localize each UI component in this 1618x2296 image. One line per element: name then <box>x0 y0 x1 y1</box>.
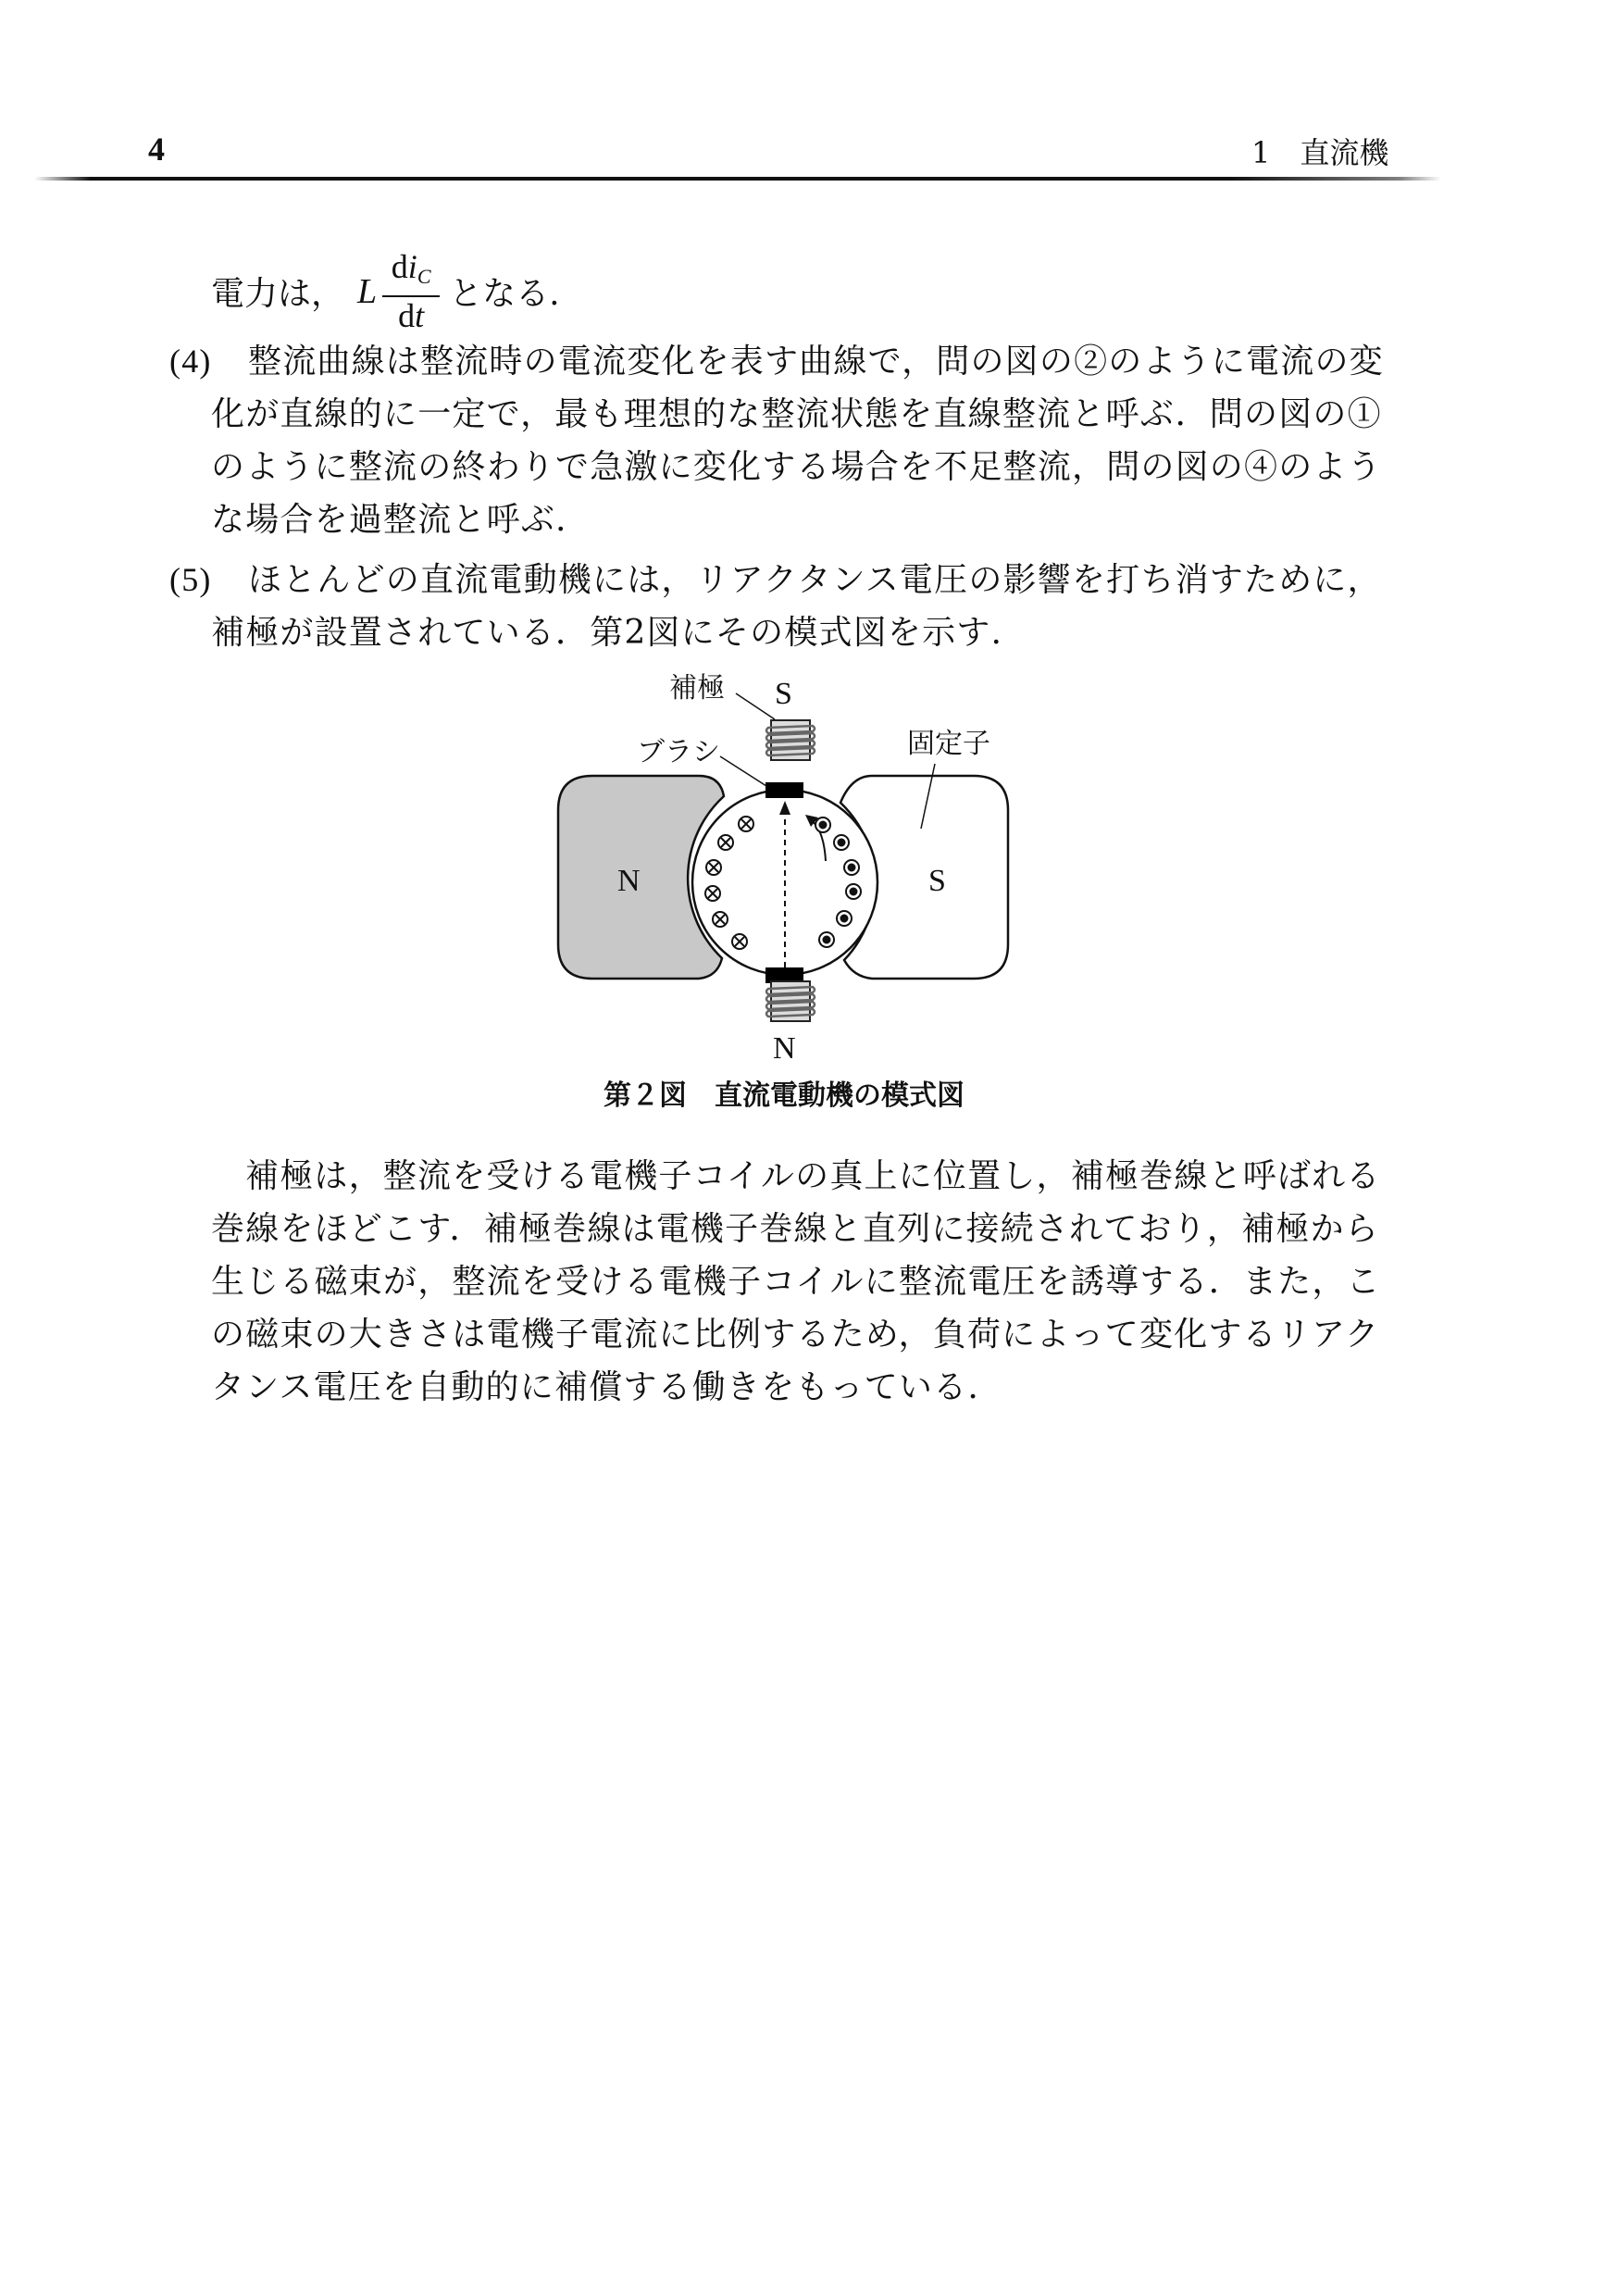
paragraph-line: 巻線をほどこす．補極巻線は電機子巻線と直列に接続されており，補極から <box>211 1210 1379 1248</box>
label-interpole-top-polarity: S <box>775 677 792 711</box>
fraction-numerator: $di_C$ <box>391 248 431 288</box>
label-brush: ブラシ <box>637 736 720 768</box>
conductor-cross-icon <box>732 934 747 949</box>
item-number: (4) <box>169 343 212 380</box>
conductor-dot-icon <box>844 860 859 875</box>
label-stator: 固定子 <box>907 728 990 760</box>
formula-prefix: 電力は， <box>211 275 345 313</box>
interpole-coil-bottom <box>766 981 815 1021</box>
conductor-cross-icon <box>706 860 721 875</box>
conductor-cross-icon <box>718 835 733 850</box>
interpole-coil-top <box>766 720 815 760</box>
leader-brush <box>720 756 766 786</box>
conductor-cross-icon <box>713 912 728 927</box>
figure-caption: 第２図 直流電動機の模式図 <box>604 1079 965 1112</box>
formula-line <box>211 248 560 334</box>
paragraph-line: の磁束の大きさは電機子電流に比例するため，負荷によって変化するリアク <box>211 1316 1380 1354</box>
chapter-title: 1 直流機 <box>1251 135 1389 170</box>
conductor-dot-icon <box>837 911 852 926</box>
label-main-pole-south: S <box>928 864 946 898</box>
conductor-dot-icon <box>846 884 861 899</box>
derivative-fraction <box>382 248 440 334</box>
conductor-cross-icon <box>705 886 720 901</box>
label-interpole: 補極 <box>669 672 725 705</box>
conductor-dot-icon <box>815 817 830 832</box>
conductor-dot-icon <box>819 932 834 947</box>
item-line: 整流曲線は整流時の電流変化を表す曲線で，問の図の②のように電流の変 <box>248 343 1384 381</box>
page-number: 4 <box>148 131 165 168</box>
item-line: ほとんどの直流電動機には，リアクタンス電圧の影響を打ち消すために， <box>248 561 1382 599</box>
item-number: (5) <box>169 561 212 598</box>
item-line: 化が直線的に一定で，最も理想的な整流状態を直線整流と呼ぶ．問の図の① <box>211 395 1382 433</box>
dc-motor-diagram <box>546 662 1027 1060</box>
paragraph-line: 生じる磁束が，整流を受ける電機子コイルに整流電圧を誘導する．また，こ <box>211 1263 1381 1301</box>
inductance-symbol: L <box>357 271 378 311</box>
item-line: な場合を過整流と呼ぶ. <box>211 501 567 539</box>
conductor-cross-icon <box>739 817 753 831</box>
item-line: のように整流の終わりで急激に変化する場合を不足整流，問の図の④のよう <box>211 448 1382 486</box>
fraction-denominator: dt <box>398 297 425 334</box>
header-rule <box>34 177 1441 181</box>
label-interpole-bottom-polarity: N <box>773 1031 796 1060</box>
formula-suffix: となる. <box>449 275 560 313</box>
paragraph-line: タンス電圧を自動的に補償する働きをもっている. <box>211 1368 979 1406</box>
paragraph-line: 補極は，整流を受ける電機子コイルの真上に位置し，補極巻線と呼ばれる <box>245 1157 1381 1195</box>
leader-interpole <box>736 693 775 719</box>
item-line: 補極が設置されている．第2図にその模式図を示す. <box>211 614 1003 652</box>
conductor-dot-icon <box>834 835 849 850</box>
label-main-pole-north: N <box>617 864 641 898</box>
brush-top <box>765 782 803 798</box>
